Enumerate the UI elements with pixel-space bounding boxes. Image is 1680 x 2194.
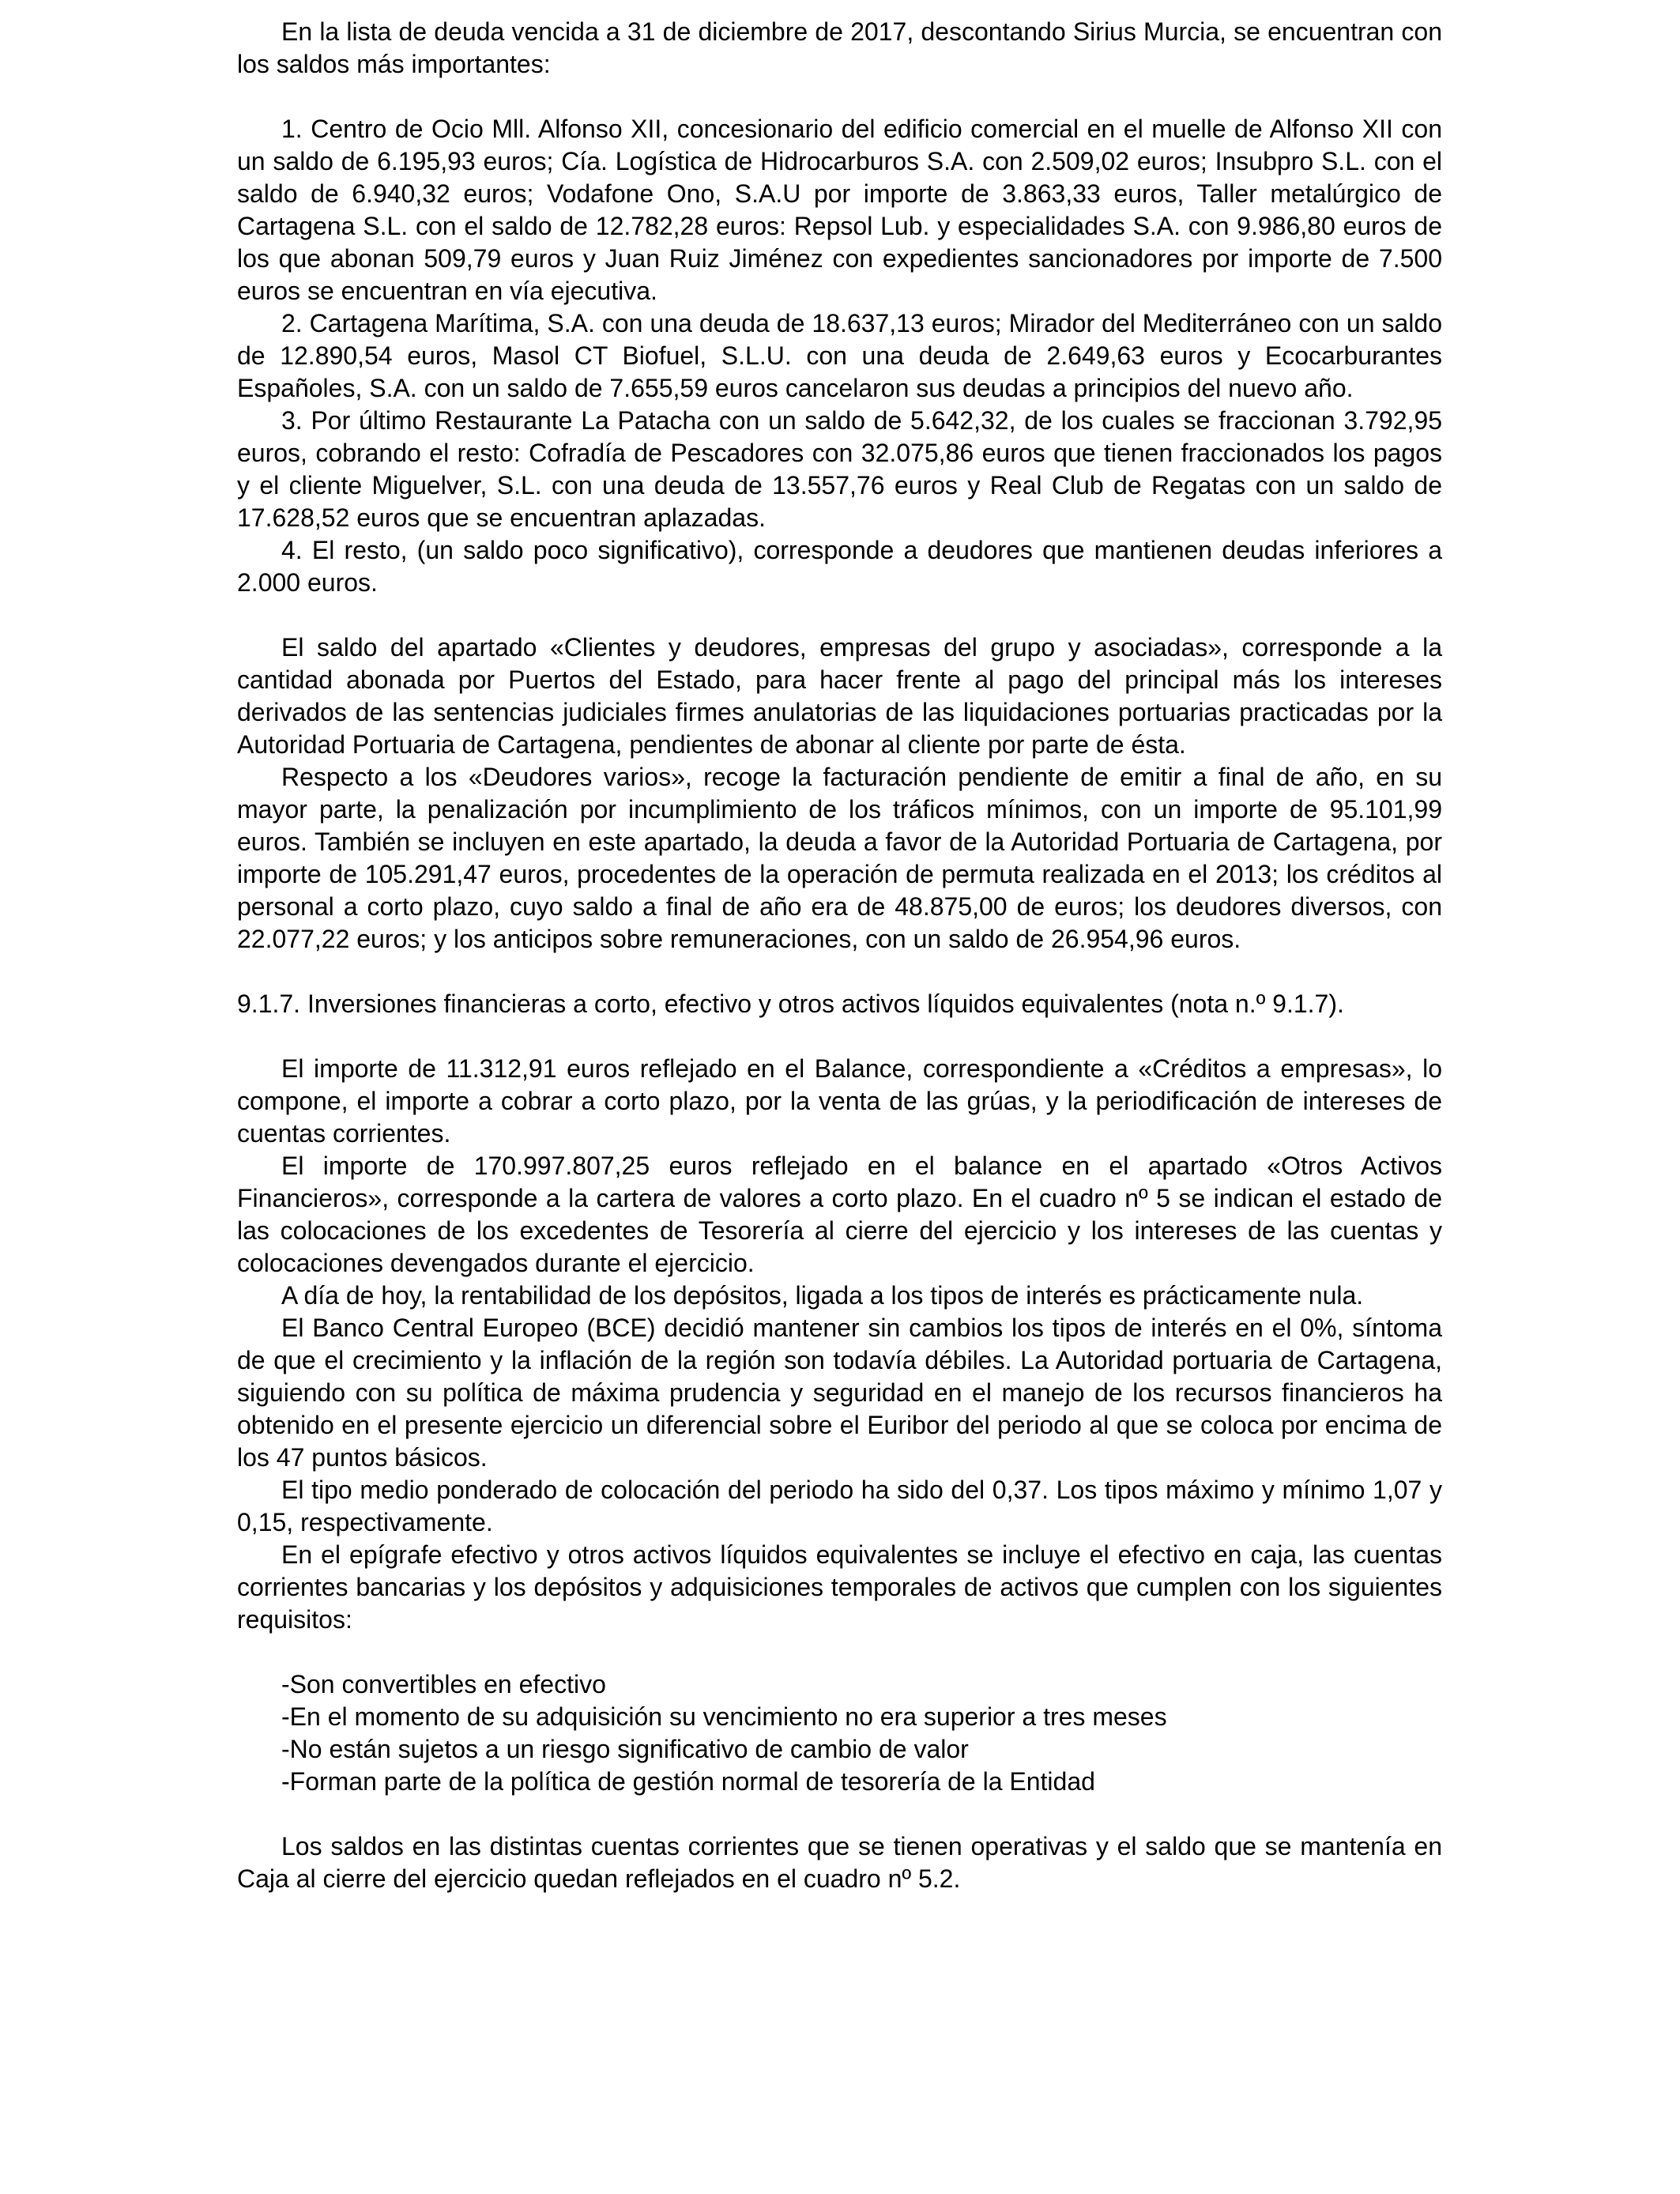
document-page	[237, 16, 1442, 1895]
numbered-item-4: 4. El resto, (un saldo poco significativo), corresponde a deudores que mantienen deudas inferiores a 2.000 euros.	[237, 536, 1442, 597]
spacer	[237, 1636, 1442, 1668]
closing-paragraph: Los saldos en las distintas cuentas corrientes que se tienen operativas y el saldo que se mantenía en Caja al cierre del ejercicio quedan reflejados en el cuadro nº 5.2.	[237, 1832, 1442, 1893]
spacer	[237, 956, 1442, 988]
numbered-item-2: 2. Cartagena Marítima, S.A. con una deuda de 18.637,13 euros; Mirador del Mediterráneo con un saldo de 12.890,54 euros, Masol CT Biofuel, S.L.U. con una deuda de 2.649,63 euros y Ecocarburantes Españoles, S.A. con un saldo de 7.655,59 euros cancelaron sus deudas a principios del nuevo año.	[237, 309, 1442, 402]
intro-paragraph: En la lista de deuda vencida a 31 de diciembre de 2017, descontando Sirius Murcia, se encuentran con los saldos más importantes:	[237, 17, 1442, 78]
spacer	[237, 1020, 1442, 1053]
spacer	[237, 599, 1442, 631]
creditos-empresas-paragraph: El importe de 11.312,91 euros reflejado en el Balance, correspondiente a «Créditos a empresas», lo compone, el importe a cobrar a corto plazo, por la venta de las grúas, y la periodificación de intereses de cuentas corrientes.	[237, 1054, 1442, 1148]
requisito-item: -Forman parte de la política de gestión normal de tesorería de la Entidad	[281, 1767, 1095, 1796]
otros-activos-paragraph: El importe de 170.997.807,25 euros reflejado en el balance en el apartado «Otros Activos Financieros», corresponde a la cartera de valores a corto plazo. En el cuadro nº 5 se indican el estado de las colocaciones de los excedentes de Tesorería al cierre del ejercicio y los intereses de las cuentas y colocaciones devengados durante el ejercicio.	[237, 1152, 1442, 1277]
requisito-item: -En el momento de su adquisición su vencimiento no era superior a tres meses	[281, 1702, 1167, 1731]
spacer	[237, 1798, 1442, 1830]
rentabilidad-paragraph: A día de hoy, la rentabilidad de los depósitos, ligada a los tipos de interés es prácticamente nula.	[281, 1281, 1364, 1310]
requisito-item: -No están sujetos a un riesgo significativo de cambio de valor	[281, 1735, 969, 1763]
requisito-item: -Son convertibles en efectivo	[281, 1670, 606, 1698]
epigrafe-paragraph: En el epígrafe efectivo y otros activos líquidos equivalentes se incluye el efectivo en caja, las cuentas corrientes bancarias y los depósitos y adquisiciones temporales de activos que cumplen con los siguientes requisitos:	[237, 1540, 1442, 1634]
numbered-item-3: 3. Por último Restaurante La Patacha con un saldo de 5.642,32, de los cuales se fraccionan 3.792,95 euros, cobrando el resto: Cofradía de Pescadores con 32.075,86 euros que tienen fraccionados los pagos y el cliente Miguelver, S.L. con una deuda de 13.557,76 euros y Real Club de Regatas con un saldo de 17.628,52 euros que se encuentran aplazadas.	[237, 406, 1442, 532]
numbered-item-1: 1. Centro de Ocio Mll. Alfonso XII, concesionario del edificio comercial en el muelle de Alfonso XII con un saldo de 6.195,93 euros; Cía. Logística de Hidrocarburos S.A. con 2.509,02 euros; Insubpro S.L. con el saldo de 6.940,32 euros; Vodafone Ono, S.A.U por importe de 3.863,33 euros, Taller metalúrgico de Cartagena S.L. con el saldo de 12.782,28 euros: Repsol Lub. y especialidades S.A. con 9.986,80 euros de los que abonan 509,79 euros y Juan Ruiz Jiménez con expedientes sancionadores por importe de 7.500 euros se encuentran en vía ejecutiva.	[237, 115, 1442, 305]
deudores-varios-paragraph: Respecto a los «Deudores varios», recoge la facturación pendiente de emitir a final de año, en su mayor parte, la penalización por incumplimiento de los tráficos mínimos, con un importe de 95.101,99 euros. También se incluyen en este apartado, la deuda a favor de la Autoridad Portuaria de Cartagena, por importe de 105.291,47 euros, procedentes de la operación de permuta realizada en el 2013; los créditos al personal a corto plazo, cuyo saldo a final de año era de 48.875,00 de euros; los deudores diversos, con 22.077,22 euros; y los anticipos sobre remuneraciones, con un saldo de 26.954,96 euros.	[237, 763, 1442, 953]
bce-paragraph: El Banco Central Europeo (BCE) decidió mantener sin cambios los tipos de interés en el 0%, síntoma de que el crecimiento y la inflación de la región son todavía débiles. La Autoridad portuaria de Cartagena, siguiendo con su política de máxima prudencia y seguridad en el manejo de los recursos financieros ha obtenido en el presente ejercicio un diferencial sobre el Euribor del periodo al que se coloca por encima de los 47 puntos básicos.	[237, 1314, 1442, 1472]
spacer	[237, 81, 1442, 113]
section-heading: 9.1.7. Inversiones financieras a corto, efectivo y otros activos líquidos equivalentes (nota n.º 9.1.7).	[237, 990, 1344, 1018]
tipo-medio-paragraph: El tipo medio ponderado de colocación del periodo ha sido del 0,37. Los tipos máximo y mínimo 1,07 y 0,15, respectivamente.	[237, 1476, 1442, 1536]
clientes-grupo-paragraph: El saldo del apartado «Clientes y deudores, empresas del grupo y asociadas», corresponde a la cantidad abonada por Puertos del Estado, para hacer frente al pago del principal más los intereses derivados de las sentencias judiciales firmes anulatorias de las liquidaciones portuarias practicadas por la Autoridad Portuaria de Cartagena, pendientes de abonar al cliente por parte de ésta.	[237, 633, 1442, 759]
